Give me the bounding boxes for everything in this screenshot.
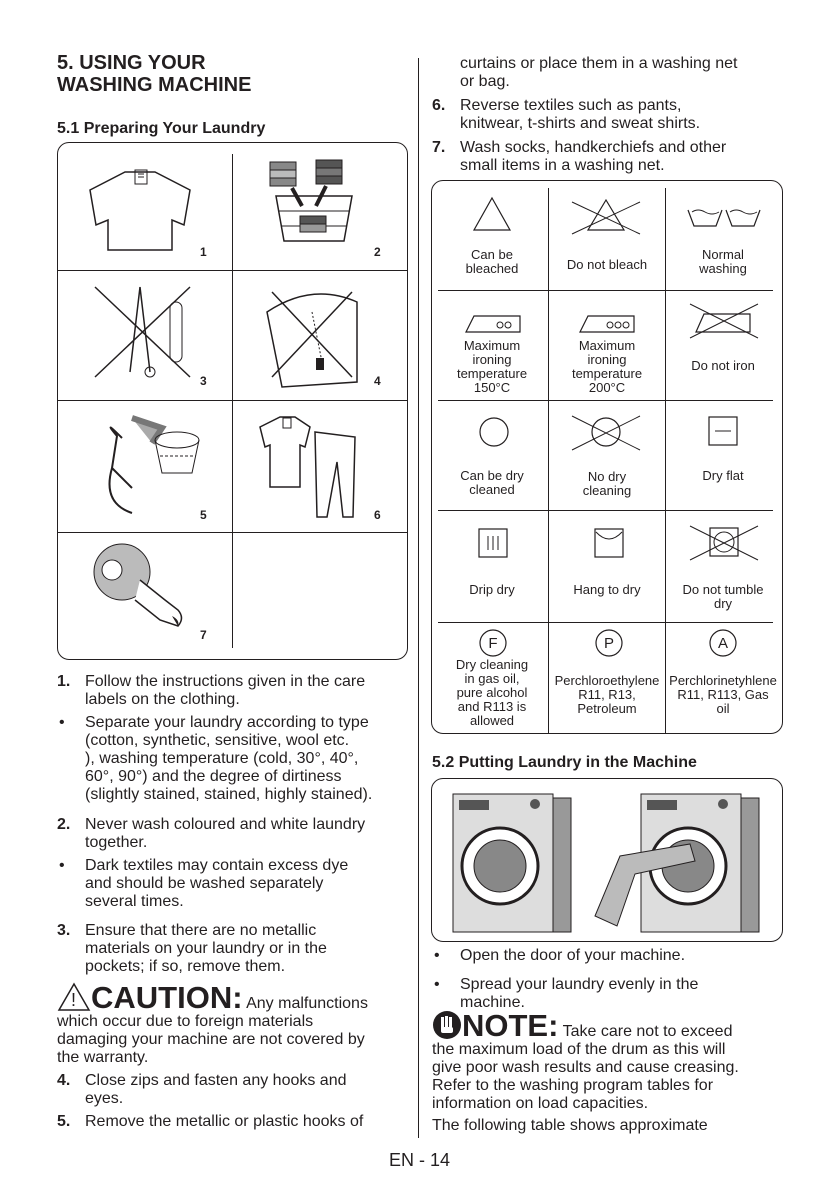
caution-word: CAUTION: xyxy=(91,980,243,1015)
no-dry-clean-icon xyxy=(568,412,644,452)
grid-line xyxy=(57,532,408,533)
note-block: NOTE: Take care not to exceed the maximum load of the drum as this will give poor wash results and cause creasing. Refer to the washing program tables for information on load capacities. The following table shows approximate xyxy=(432,1008,739,1134)
no-tumble-dry-icon xyxy=(686,522,762,562)
note-word: NOTE: xyxy=(462,1008,559,1043)
illustration-number: 1 xyxy=(200,245,207,259)
curtain-hooks-net-illustration xyxy=(92,408,212,518)
subsection-title-preparing: 5.1 Preparing Your Laundry xyxy=(57,120,266,137)
symbol-label: Perchlorinetyhlene R11, R113, Gas oil xyxy=(669,673,777,716)
hang-dry-icon xyxy=(594,528,624,558)
zipper-crossed-illustration xyxy=(262,282,362,390)
washing-machines-illustration xyxy=(445,786,775,936)
symbol-label: Dry cleaning in gas oil, pure alcohol and R113 is allowed xyxy=(455,657,529,728)
iron-three-dots-icon xyxy=(578,312,638,334)
grid-line xyxy=(438,510,773,511)
svg-text:!: ! xyxy=(71,990,77,1010)
symbol-label: Dry flat xyxy=(702,468,744,483)
symbol-label: Maximum ironing temperature 200°C xyxy=(571,338,643,395)
reversed-textiles-illustration xyxy=(255,412,365,522)
grid-line xyxy=(438,622,773,623)
bleach-triangle-icon xyxy=(472,196,512,232)
illustration-number: 4 xyxy=(374,374,381,388)
symbol-label: Hang to dry xyxy=(573,582,641,597)
illustration-number: 2 xyxy=(374,245,381,259)
grid-line xyxy=(438,400,773,401)
symbol-label: Maximum ironing temperature 150°C xyxy=(456,338,528,395)
symbol-label: Do not tumble dry xyxy=(682,582,764,611)
dry-clean-a-icon xyxy=(708,628,738,658)
svg-text:F: F xyxy=(488,635,498,652)
symbol-label: Perchloroethylene R11, R13, Petroleum xyxy=(554,673,660,716)
sorting-basket-illustration xyxy=(262,156,362,246)
symbol-label: Drip dry xyxy=(469,582,515,597)
subsection-title-putting: 5.2 Putting Laundry in the Machine xyxy=(432,754,697,771)
no-bleach-icon xyxy=(568,196,644,236)
dry-flat-icon xyxy=(708,416,738,446)
washing-tub-icon xyxy=(686,206,762,230)
illustration-number: 3 xyxy=(200,374,207,388)
sock-net-illustration xyxy=(90,540,200,630)
caution-block: ! CAUTION: Any malfunctions which occur due to foreign materials damaging your machine are not covered by the warranty. xyxy=(57,980,368,1066)
iron-two-dots-icon xyxy=(464,312,524,334)
hand-stop-icon xyxy=(432,1010,462,1040)
svg-text:A: A xyxy=(717,635,729,652)
hooks-crossed-illustration xyxy=(90,282,200,382)
illustration-number: 6 xyxy=(374,508,381,522)
symbol-label: No dry cleaning xyxy=(582,469,632,498)
symbol-label: Can be dry cleaned xyxy=(460,468,524,497)
drip-dry-icon xyxy=(478,528,508,558)
grid-line xyxy=(232,154,233,648)
warning-triangle-icon xyxy=(57,982,91,1012)
column-divider xyxy=(418,58,419,1138)
no-iron-icon xyxy=(686,300,762,340)
symbol-label: Can be bleached xyxy=(465,247,519,276)
dry-clean-p-icon xyxy=(594,628,624,658)
shirt-label-illustration xyxy=(80,160,200,260)
grid-line xyxy=(438,290,773,291)
symbol-label: Do not iron xyxy=(691,358,755,373)
grid-line xyxy=(57,400,408,401)
svg-text:P: P xyxy=(603,635,615,652)
symbol-label: Do not bleach xyxy=(566,257,648,272)
section-title: 5. USING YOUR WASHING MACHINE xyxy=(57,52,252,96)
page-number: EN - 14 xyxy=(388,1150,451,1170)
dry-clean-f-icon xyxy=(478,628,508,658)
grid-line xyxy=(57,270,408,271)
illustration-number: 7 xyxy=(200,628,207,642)
illustration-number: 5 xyxy=(200,508,207,522)
symbol-label: Normal washing xyxy=(699,247,747,276)
dry-clean-circle-icon xyxy=(478,416,510,448)
